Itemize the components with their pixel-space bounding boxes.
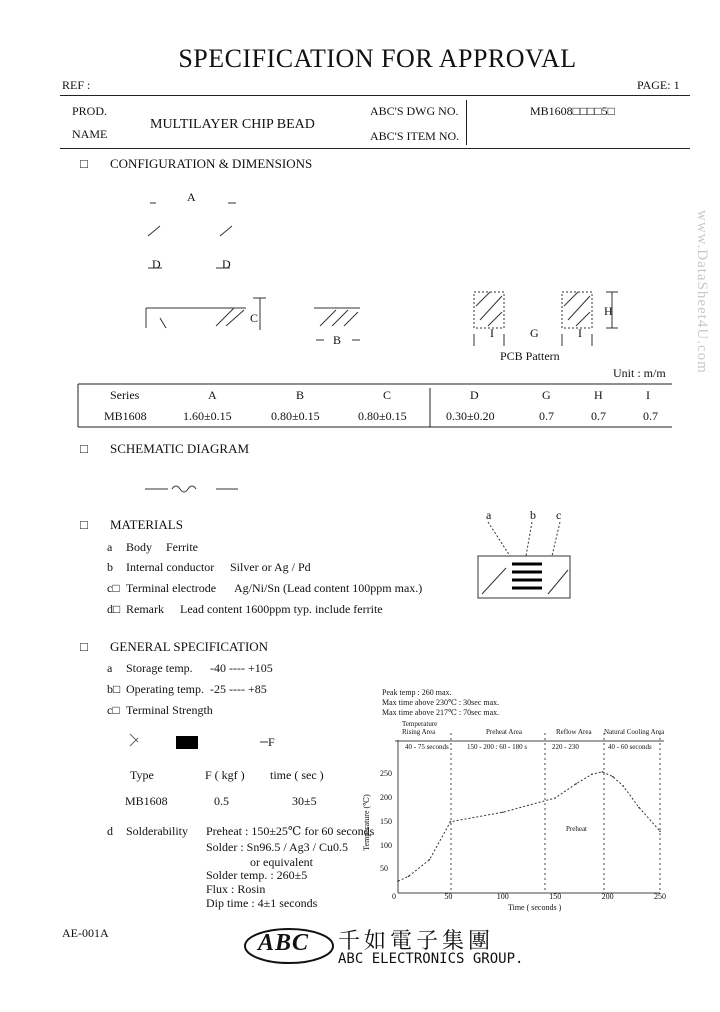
material-marker-a: a bbox=[486, 508, 492, 522]
section-bullet-schematic: □ bbox=[80, 441, 88, 456]
strength-header-force: F ( kgf ) bbox=[205, 768, 245, 782]
reflow-chart-frame bbox=[395, 733, 664, 893]
material-value: Ag/Ni/Sn (Lead content 100ppm max.) bbox=[234, 581, 423, 595]
solder-line: Dip time : 4±1 seconds bbox=[206, 896, 318, 910]
dim-table-header-c: C bbox=[383, 388, 392, 402]
strength-cell-time: 30±5 bbox=[292, 794, 317, 808]
material-label: Terminal electrode bbox=[126, 581, 217, 595]
chart-zone-time: 40 - 60 seconds bbox=[608, 743, 652, 751]
dim-label-d1: D bbox=[152, 257, 161, 271]
reflow-point bbox=[591, 773, 593, 775]
material-key: b bbox=[107, 560, 113, 574]
solder-line: Preheat : 150±25℃ for 60 seconds bbox=[206, 824, 375, 838]
material-marker-b: b bbox=[530, 508, 536, 522]
page-title: SPECIFICATION FOR APPROVAL bbox=[178, 44, 577, 73]
terminal-key: c□ bbox=[107, 703, 120, 717]
strength-test-drawing bbox=[130, 734, 268, 749]
y-tick-label: 200 bbox=[380, 793, 392, 802]
product-name: MULTILAYER CHIP BEAD bbox=[150, 117, 315, 132]
dwg-number: MB1608□□□□5□ bbox=[530, 104, 615, 118]
material-key: a bbox=[107, 540, 113, 554]
y-tick-label: 100 bbox=[380, 840, 392, 850]
chart-zone-time: 220 - 230 bbox=[552, 743, 579, 751]
reflow-point bbox=[450, 821, 452, 823]
material-key: d□ bbox=[107, 602, 121, 616]
section-title-config: CONFIGURATION & DIMENSIONS bbox=[110, 156, 313, 171]
dim-label-i1: I bbox=[490, 326, 494, 340]
chart-y-label: Temperature (℃) bbox=[361, 794, 371, 851]
prod-label: PROD. bbox=[72, 104, 108, 118]
x-tick-label: 200 bbox=[601, 892, 614, 901]
reflow-point bbox=[397, 880, 399, 882]
chart-zone-label: Temperature Rising Area bbox=[402, 720, 438, 736]
x-tick-label: 0 bbox=[392, 892, 396, 901]
operating-label: Operating temp. bbox=[126, 682, 204, 696]
y-tick-label: 250 bbox=[380, 769, 392, 779]
dim-table-cell-g: 0.7 bbox=[539, 409, 554, 423]
solder-label: Solderability bbox=[126, 824, 188, 838]
x-tick-label: 100 bbox=[496, 892, 509, 901]
dim-label-h: H bbox=[604, 304, 613, 318]
reflow-point bbox=[408, 876, 410, 878]
reflow-series-line bbox=[398, 772, 660, 881]
chart-note: Max time above 230℃ : 30sec max. bbox=[382, 698, 500, 707]
storage-key: a bbox=[107, 661, 113, 675]
page-label: PAGE: 1 bbox=[637, 78, 680, 92]
dim-table-cell-b: 0.80±0.15 bbox=[271, 409, 320, 423]
name-label: NAME bbox=[72, 127, 108, 141]
dim-label-i2: I bbox=[578, 326, 582, 340]
chart-zone-time: 150 - 200 : 60 - 180 s bbox=[467, 743, 528, 751]
pcb-pattern-label: PCB Pattern bbox=[500, 349, 560, 363]
section-title-schematic: SCHEMATIC DIAGRAM bbox=[110, 441, 250, 456]
reflow-point bbox=[638, 807, 640, 809]
solder-key: d bbox=[107, 824, 113, 838]
x-tick-label: 50 bbox=[444, 892, 453, 901]
chip-side-view bbox=[146, 298, 266, 330]
material-label: Internal conductor bbox=[126, 560, 215, 574]
dim-table-cell-i: 0.7 bbox=[643, 409, 658, 423]
reflow-point bbox=[612, 776, 614, 778]
chart-note: Peak temp : 260 max. bbox=[382, 688, 452, 697]
dim-table-cell-h: 0.7 bbox=[591, 409, 606, 423]
schematic-symbol bbox=[145, 486, 238, 492]
reflow-point bbox=[502, 811, 504, 813]
logo-text: ABC bbox=[258, 930, 310, 956]
ref-label: REF : bbox=[62, 78, 91, 92]
chart-note: Max time above 217℃ : 70sec max. bbox=[382, 708, 500, 717]
dim-table-header-d: D bbox=[470, 388, 479, 402]
unit-label: Unit : m/m bbox=[613, 366, 666, 380]
dim-table-header-b: B bbox=[296, 388, 305, 402]
storage-label: Storage temp. bbox=[126, 661, 193, 675]
solder-line: Solder temp. : 260±5 bbox=[206, 868, 308, 882]
x-tick-label: 250 bbox=[654, 892, 666, 901]
company-english: ABC ELECTRONICS GROUP. bbox=[338, 951, 524, 967]
terminal-label: Terminal Strength bbox=[126, 703, 213, 717]
item-label: ABC'S ITEM NO. bbox=[370, 129, 460, 143]
dim-table-header-h: H bbox=[594, 388, 603, 402]
chart-zone-label: Reflow Area bbox=[556, 728, 592, 736]
strength-header-time: time ( sec ) bbox=[270, 768, 324, 782]
x-tick-label: 150 bbox=[549, 892, 562, 901]
strength-cell-force: 0.5 bbox=[214, 794, 229, 808]
watermark: www.DataSheet4U.com bbox=[694, 210, 710, 374]
pcb-pattern bbox=[474, 292, 618, 346]
reflow-point bbox=[602, 771, 604, 773]
dim-table-header-series: Series bbox=[110, 388, 140, 402]
material-label: Remark bbox=[126, 602, 164, 616]
dim-table-header-i: I bbox=[646, 388, 650, 402]
material-cross-section bbox=[478, 522, 570, 598]
solder-line: Solder : Sn96.5 / Ag3 / Cu0.5 bbox=[206, 840, 349, 854]
dwg-label: ABC'S DWG NO. bbox=[370, 104, 459, 118]
company-chinese: 千如電子集團 bbox=[338, 929, 495, 954]
reflow-point bbox=[623, 785, 625, 787]
material-value: Ferrite bbox=[166, 540, 198, 554]
reflow-point bbox=[659, 830, 661, 832]
dim-table-cell-series: MB1608 bbox=[104, 409, 147, 423]
dim-table-cell-a: 1.60±0.15 bbox=[183, 409, 232, 423]
chart-zone-label: Natural Cooling Area bbox=[604, 728, 665, 736]
doc-code: AE-001A bbox=[62, 926, 109, 940]
material-key: c□ bbox=[107, 581, 120, 595]
dim-label-g: G bbox=[530, 326, 539, 340]
chart-zone-label: Preheat Area bbox=[486, 728, 522, 736]
solder-line: Flux : Rosin bbox=[206, 882, 266, 896]
dim-table-cell-d: 0.30±0.20 bbox=[446, 409, 495, 423]
force-label: F bbox=[268, 735, 275, 749]
material-label: Body bbox=[126, 540, 153, 554]
strength-cell-type: MB1608 bbox=[125, 794, 168, 808]
storage-value: -40 ---- +105 bbox=[210, 661, 273, 675]
dim-table-header-a: A bbox=[208, 388, 217, 402]
section-bullet-general: □ bbox=[80, 639, 88, 654]
section-bullet-materials: □ bbox=[80, 517, 88, 532]
reflow-point bbox=[429, 859, 431, 861]
section-title-materials: MATERIALS bbox=[110, 517, 183, 532]
material-marker-c: c bbox=[556, 508, 562, 522]
reflow-point bbox=[575, 783, 577, 785]
operating-value: -25 ---- +85 bbox=[210, 682, 267, 696]
operating-key: b□ bbox=[107, 682, 121, 696]
y-tick-label: 150 bbox=[380, 816, 392, 826]
section-title-general: GENERAL SPECIFICATION bbox=[110, 639, 269, 654]
section-bullet-config: □ bbox=[80, 156, 88, 171]
strength-header-type: Type bbox=[130, 768, 154, 782]
dim-label-a: A bbox=[187, 190, 196, 204]
y-tick-label: 50 bbox=[380, 864, 388, 874]
material-value: Silver or Ag / Pd bbox=[230, 560, 311, 574]
dim-label-d2: D bbox=[222, 257, 231, 271]
dim-table-header-g: G bbox=[542, 388, 551, 402]
dim-table-cell-c: 0.80±0.15 bbox=[358, 409, 407, 423]
chart-center-label: Preheat bbox=[566, 825, 587, 833]
chart-x-label: Time ( seconds ) bbox=[508, 903, 562, 912]
solder-line: or equivalent bbox=[250, 855, 313, 869]
reflow-point bbox=[554, 797, 556, 799]
material-value: Lead content 1600ppm typ. include ferrite bbox=[180, 602, 383, 616]
dim-label-c: C bbox=[250, 311, 259, 325]
dim-label-b: B bbox=[333, 333, 342, 347]
chart-zone-time: 40 - 75 seconds bbox=[405, 743, 449, 751]
